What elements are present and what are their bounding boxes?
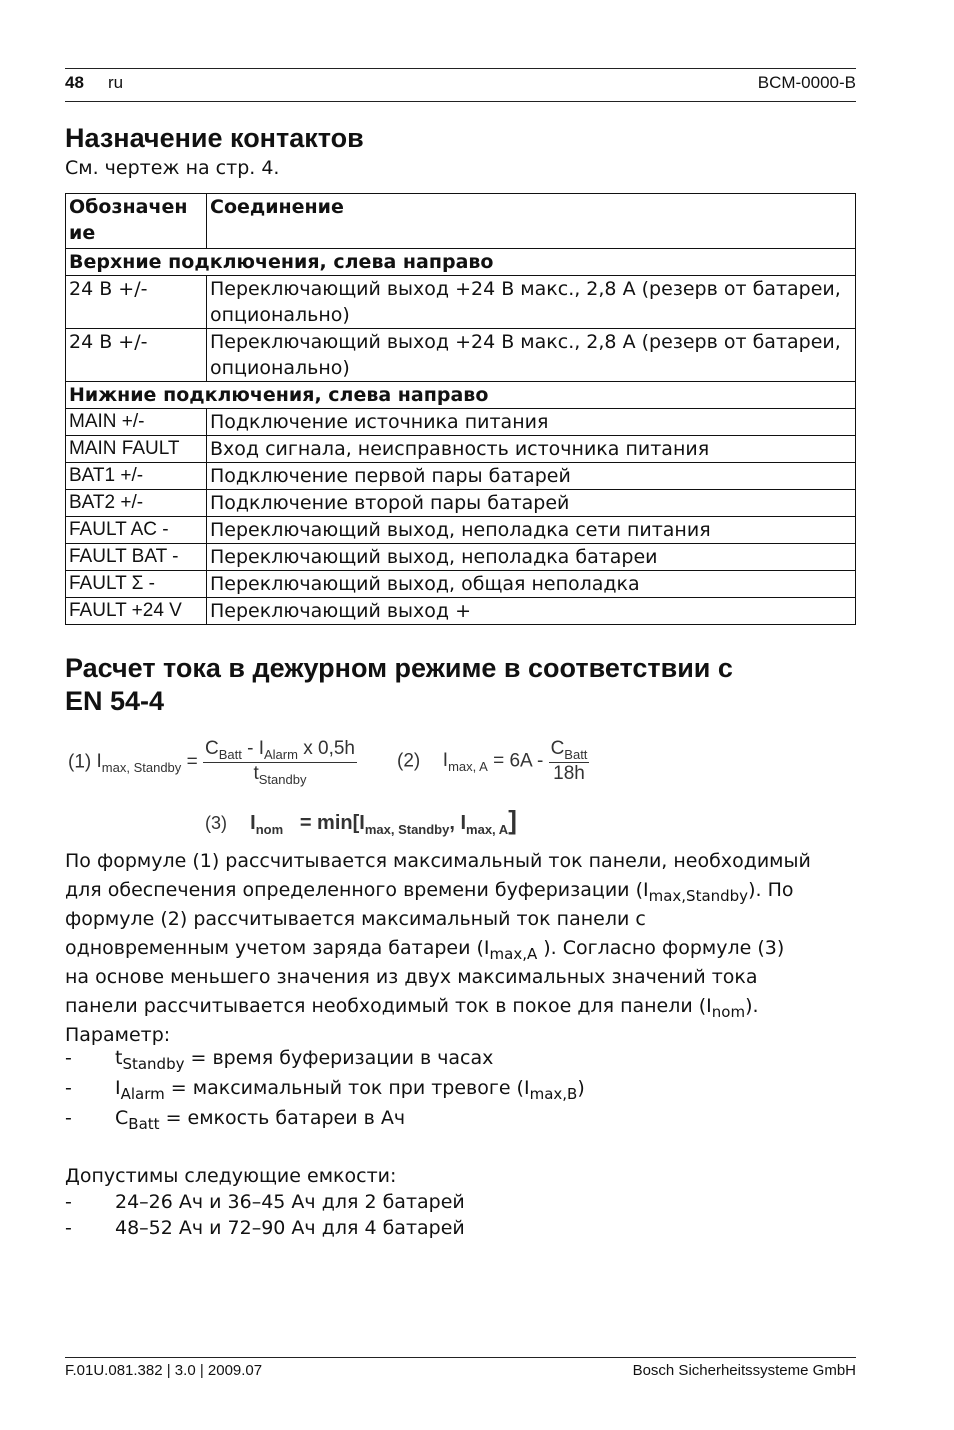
table-header-designation: Обозначение [66,194,207,249]
header-bottom-rule [65,101,856,102]
table-cell-desc: Переключающий выход, неполадка батареи [207,544,856,571]
section-title-standby-current [65,652,733,718]
section-title-pin-assignment: Назначение контактов [65,123,364,153]
parameter-heading: Параметр: [65,1024,171,1046]
table-cell-label: MAIN FAULT [66,436,207,463]
table-cell-label: FAULT +24 V [66,598,207,625]
table-cell-desc: Вход сигнала, неисправность источника питания [207,436,856,463]
pin-assignment-table [65,193,856,625]
header-top-rule [65,68,856,69]
formula-2-lhs: $I_{max, A}$ [442,750,488,775]
paragraph-line: По формуле (1) рассчитывается максимальный ток панели, необходимый [65,850,811,872]
section-subtitle: См. чертеж на стр. 4. [65,157,280,179]
table-section-heading: Нижние подключения, слева направо [66,382,856,409]
paragraph-line: на основе меньшего значения из двух максимальных значений тока [65,966,758,988]
table-cell-desc: Подключение первой пары батарей [207,463,856,490]
table-cell-label: BAT2 +/- [66,490,207,517]
table-section-lower [66,382,856,409]
document-code: BCM-0000-B [757,73,856,92]
table-row [66,544,856,571]
table-row [66,329,856,382]
language-code: ru [108,73,124,92]
formula-1-equals: = [186,751,198,773]
formula-explanation [65,847,865,1050]
table-row [66,276,856,329]
formula-2-number: (2) [397,750,421,772]
capacities-heading: Допустимы следующие емкости: [65,1165,397,1187]
table-row [66,463,856,490]
formula-2-rhs: = 6A - [493,750,544,772]
paragraph-line: для обеспечения определенного времени буферизации $(I_{max,Standby})$. По [65,879,794,905]
table-section-upper [66,249,856,276]
table-row [66,436,856,463]
table-cell-label: 24 В +/- [66,329,207,382]
table-cell-desc: Переключающий выход + [207,598,856,625]
table-row [66,490,856,517]
table-cell-label: 24 В +/- [66,276,207,329]
section-title-line2: EN 54-4 [65,686,165,716]
formula-1-number: (1) [68,751,92,773]
paragraph-line: панели рассчитывается необходимый ток в покое для панели $(I_{nom})$. [65,995,759,1021]
table-row [66,571,856,598]
table-cell-label: BAT1 +/- [66,463,207,490]
paragraph-line: формуле (2) рассчитывается максимальный ток панели с [65,908,646,930]
table-cell-desc: Переключающий выход, общая неполадка [207,571,856,598]
table-row [66,598,856,625]
formula-3 [205,805,517,837]
paragraph-line: одновременным учетом заряда батареи ($I_{max,A}$ ). Согласно формуле (3) [65,937,785,963]
table-cell-desc: Подключение второй пары батарей [207,490,856,517]
footer-rule [65,1357,856,1358]
formula-2 [397,738,589,785]
table-section-heading: Верхние подключения, слева направо [66,249,856,276]
table-cell-desc: Переключающий выход +24 В макс., 2,8 А (резерв от батареи, опционально) [207,329,856,382]
formula-2-fraction: $\frac{C_{Batt}}{18h}$ [550,738,588,784]
section-title-line1: Расчет тока в дежурном режиме в соответствии с [65,653,733,683]
formula-3-number: (3) [205,813,227,833]
table-row [66,517,856,544]
table-cell-label: FAULT BAT - [66,544,207,571]
table-cell-label: MAIN +/- [66,409,207,436]
footer-document-info: F.01U.081.382 | 3.0 | 2009.07 [65,1362,263,1379]
table-cell-label: FAULT AC - [66,517,207,544]
table-row [66,409,856,436]
formula-1-lhs: $I_{max, Standby}$ [96,751,182,776]
formula-1-fraction: $\frac{C_{Batt} - I_{Alarm} x 0,5h}{t_{Standby}}$ [204,738,355,787]
formula-3-expression: $I_{nom}$ = $\min[I_{max, Standby}$, $I_{max, A}$] [250,805,517,837]
table-cell-label: FAULT Σ - [66,571,207,598]
table-cell-desc: Переключающий выход, неполадка сети питания [207,517,856,544]
table-header-connection: Соединение [207,194,856,249]
table-cell-desc: Переключающий выход +24 В макс., 2,8 А (резерв от батареи, опционально) [207,276,856,329]
formula-1 [68,738,357,787]
page-number: 48 [65,73,84,92]
table-header-row [66,194,856,249]
table-cell-desc: Подключение источника питания [207,409,856,436]
footer-company: Bosch Sicherheitssysteme GmbH [632,1362,856,1379]
